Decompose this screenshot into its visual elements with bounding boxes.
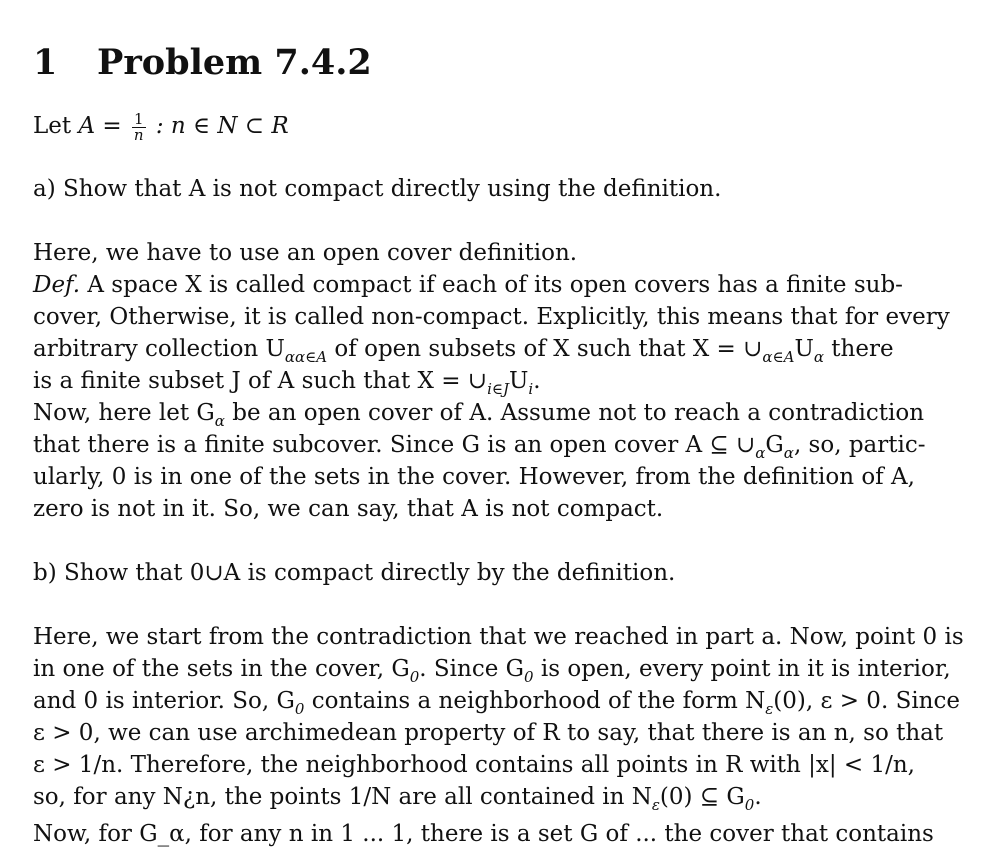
part-a-line: arbitrary collection $U_{\alpha\alpha\in A}$ of open subsets of X such that $X = \cup_{\alpha\in A}U_\alpha$ there <box>33 336 894 366</box>
part-a-prompt: a) Show that A is not compact directly using the definition. <box>33 176 722 202</box>
part-b-line: ε > 1/n. Therefore, the neighborhood contains all points in R with |x| < 1/n, <box>33 752 915 778</box>
part-a-line: Now, here let $G_\alpha$ be an open cover of A. Assume not to reach a contradiction <box>33 400 925 430</box>
part-b-line: and 0 is interior. So, $G_0$ contains a neighborhood of the form $N_\varepsilon(0)$, ε > 0. Since <box>33 688 960 718</box>
section-title: Problem 7.4.2 <box>97 42 372 83</box>
part-a-line: is a finite subset J of A such that $X = \cup_{i\in J}U_i$. <box>33 368 541 398</box>
def-label: Def. <box>33 272 81 298</box>
part-b-line: so, for any N¿n, the points 1/N are all contained in $N_\varepsilon(0)$ ⊆ $G_0$. <box>33 784 762 814</box>
part-a-line: ularly, 0 is in one of the sets in the cover. However, from the definition of A, <box>33 464 915 490</box>
part-b-prompt: b) Show that 0∪A is compact directly by the definition. <box>33 560 676 586</box>
part-a-line: that there is a finite subcover. Since G is an open cover A ⊆ $\cup_\alpha G_\alpha$, so, partic- <box>33 432 926 462</box>
cut-off-line: Now, for G_α, for any n in 1 ... 1, there is a set G of ... the cover that contains <box>33 821 934 847</box>
section-heading <box>33 42 372 83</box>
part-b-line: in one of the sets in the cover, $G_0$. Since $G_0$ is open, every point in it is interior, <box>33 656 951 686</box>
part-b-line: Here, we start from the contradiction that we reached in part a. Now, point 0 is <box>33 624 964 650</box>
set-definition: Let A = $\frac{1}{n}$ : n ∈ N ⊂ R <box>33 109 289 144</box>
part-a-line: zero is not in it. So, we can say, that A is not compact. <box>33 496 664 522</box>
fraction-1-over-n: $\frac{1}{n}$ <box>133 109 144 144</box>
part-a-line: Here, we have to use an open cover definition. <box>33 240 578 266</box>
section-number: 1 <box>33 42 58 83</box>
part-a-line: cover, Otherwise, it is called non-compact. Explicitly, this means that for every <box>33 304 950 330</box>
definition-line: Def. A space X is called compact if each of its open covers has a finite sub- <box>33 272 903 298</box>
part-b-line: ε > 0, we can use archimedean property of R to say, that there is an n, so that <box>33 720 944 746</box>
